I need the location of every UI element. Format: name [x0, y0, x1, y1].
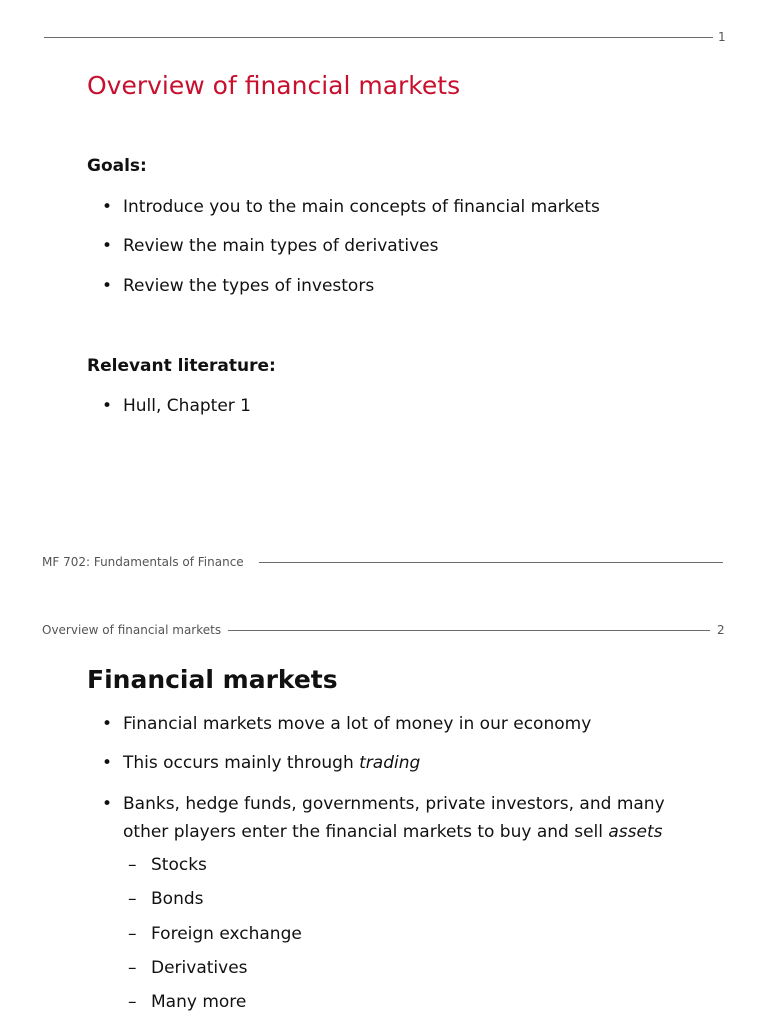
asset-type-text: Many more	[151, 992, 247, 1012]
goal-item-text: Introduce you to the main concepts of financial markets	[123, 197, 600, 217]
dash-icon: –	[128, 924, 137, 944]
asset-type-item	[128, 851, 207, 879]
market-bullet	[102, 749, 420, 777]
bullet-icon: •	[102, 236, 113, 256]
asset-type-item	[128, 954, 248, 982]
literature-item-text: Hull, Chapter 1	[123, 396, 251, 416]
bullet-icon: •	[102, 197, 113, 217]
asset-type-text: Bonds	[151, 889, 204, 909]
market-bullet-text: other players enter the financial markets to buy and sell	[123, 822, 609, 842]
market-bullet-text: Financial markets move a lot of money in our economy	[123, 714, 592, 734]
asset-type-item	[128, 988, 246, 1016]
asset-type-text: Derivatives	[151, 958, 248, 978]
trading-emphasis: trading	[359, 753, 421, 773]
dash-icon: –	[128, 855, 137, 875]
literature-item	[102, 392, 251, 420]
asset-type-text: Foreign exchange	[151, 924, 302, 944]
slide-2-header-label: Overview of financial markets	[42, 623, 222, 637]
bullet-icon: •	[102, 714, 113, 734]
goal-item	[102, 272, 374, 300]
market-bullet	[102, 790, 665, 818]
slide-1-header-rule	[44, 37, 713, 38]
dash-icon: –	[128, 958, 137, 978]
asset-type-item	[128, 920, 302, 948]
bullet-icon: •	[102, 794, 113, 814]
bullet-icon: •	[102, 396, 113, 416]
market-bullet	[102, 710, 591, 738]
bullet-icon: •	[102, 276, 113, 296]
market-bullet-continuation	[123, 818, 663, 846]
slide-2-header-rule	[228, 630, 710, 631]
goals-heading: Goals:	[87, 156, 147, 176]
assets-emphasis: assets	[608, 822, 663, 842]
dash-icon: –	[128, 889, 137, 909]
dash-icon: –	[128, 992, 137, 1012]
slide-1-page-number: 1	[718, 30, 726, 44]
goal-item	[102, 193, 600, 221]
literature-heading: Relevant literature:	[87, 356, 276, 376]
market-bullet-text: Banks, hedge funds, governments, private investors, and many	[123, 794, 665, 814]
slide-2-title: Financial markets	[87, 665, 338, 694]
goal-item-text: Review the types of investors	[123, 276, 375, 296]
market-bullet-text: This occurs mainly through	[123, 753, 360, 773]
slide-1-footer-rule	[259, 562, 723, 563]
goal-item	[102, 232, 438, 260]
goal-item-text: Review the main types of derivatives	[123, 236, 439, 256]
bullet-icon: •	[102, 753, 113, 773]
asset-type-item	[128, 885, 204, 913]
slide-1-footer-label: MF 702: Fundamentals of Finance	[42, 555, 244, 569]
slide-2-page-number: 2	[717, 623, 725, 637]
asset-type-text: Stocks	[151, 855, 207, 875]
slide-1-title: Overview of financial markets	[87, 71, 461, 100]
